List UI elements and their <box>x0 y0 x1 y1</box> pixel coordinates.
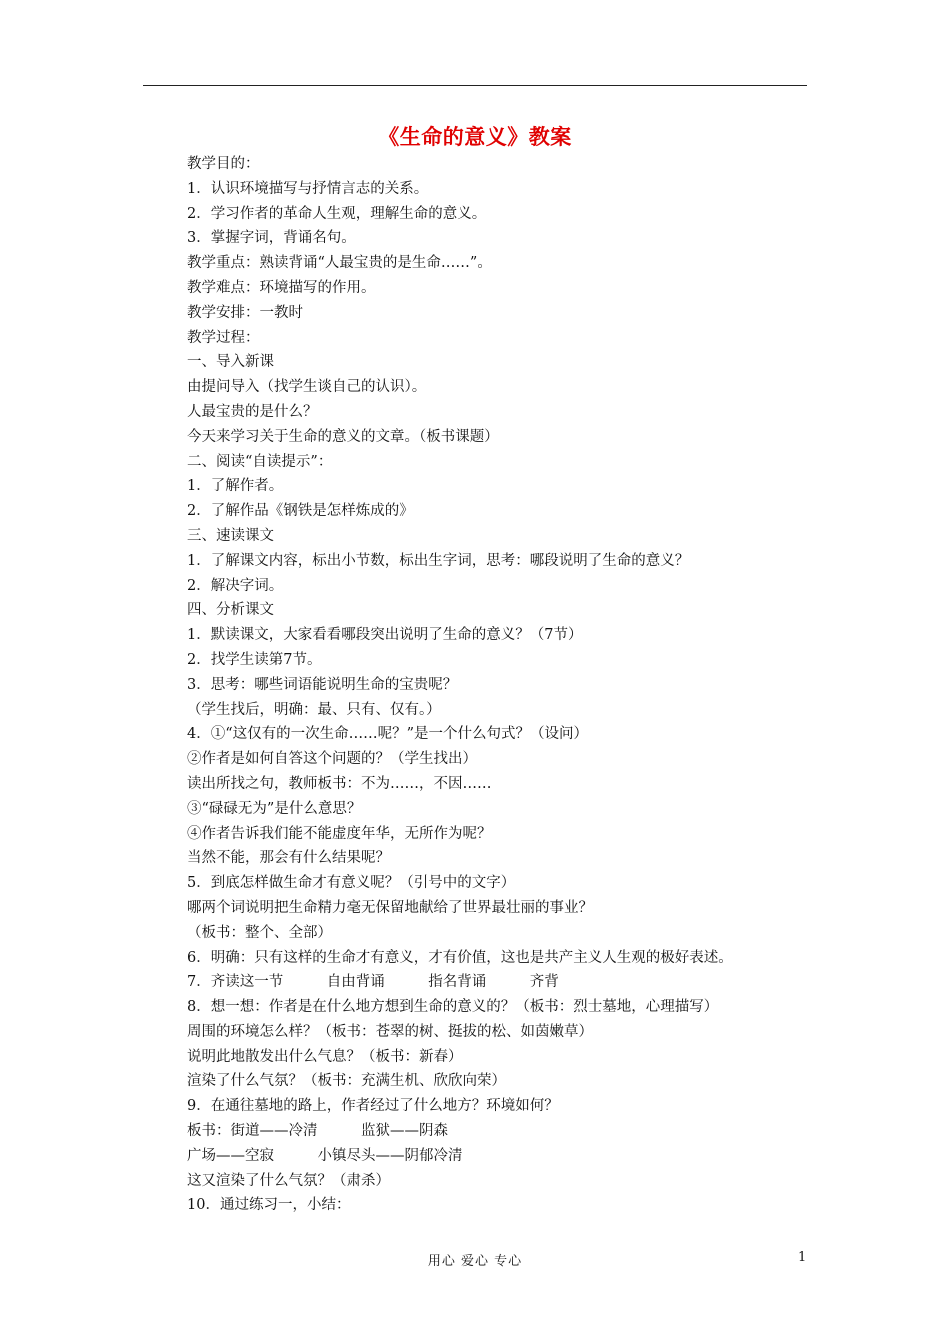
text-line: 一、导入新课 <box>187 354 274 371</box>
text-line: 1．默读课文，大家看看哪段突出说明了生命的意义？（7节） <box>187 627 583 644</box>
text-line: 周围的环境怎么样？（板书：苍翠的树、挺拔的松、如茵嫩草） <box>187 1023 593 1040</box>
document-title: 《生命的意义》教案 <box>378 124 572 149</box>
text-line: 2．学习作者的革命人生观，理解生命的意义。 <box>187 205 487 222</box>
text-line: （板书：整个、全部） <box>187 924 332 941</box>
text-line: 2．找学生读第7节。 <box>187 651 322 668</box>
text-line: 教学难点：环境描写的作用。 <box>187 279 376 296</box>
text-line: 当然不能，那会有什么结果呢？ <box>187 850 390 867</box>
text-line: 教学安排：一教时 <box>187 304 303 321</box>
text-line: 四、分析课文 <box>187 602 274 619</box>
text-line: 2．解决字词。 <box>187 577 284 594</box>
text-line: ④作者告诉我们能不能虚度年华，无所作为呢？ <box>187 825 492 842</box>
text-line: 哪两个词说明把生命精力毫无保留地献给了世界最壮丽的事业？ <box>187 899 593 916</box>
text-line: ②作者是如何自答这个问题的？（学生找出） <box>187 751 477 768</box>
text-line: 3．思考：哪些词语能说明生命的宝贵呢？ <box>187 676 458 693</box>
text-line: 3．掌握字词，背诵名句。 <box>187 230 356 247</box>
text-line: 教学目的： <box>187 156 260 172</box>
text-line: 8．想一想：作者是在什么地方想到生命的意义的？（板书：烈士墓地，心理描写） <box>187 999 719 1016</box>
text-line: 1．了解作者。 <box>187 478 284 495</box>
header-rule <box>143 85 807 86</box>
text-line: 教学重点：熟读背诵“人最宝贵的是生命……”。 <box>187 255 492 272</box>
text-line: 二、阅读“自读提示”： <box>187 453 333 470</box>
page-number: 1 <box>798 1250 807 1265</box>
text-line: 广场——空寂 小镇尽头——阴郁冷清 <box>187 1147 463 1164</box>
text-line: 今天来学习关于生命的意义的文章。（板书课题） <box>187 428 499 445</box>
page-footer: 用心 爱心 专心 <box>427 1254 523 1269</box>
text-line: ③“碌碌无为”是什么意思？ <box>187 800 362 817</box>
text-line: 10．通过练习一，小结： <box>187 1197 351 1214</box>
text-line: 7．齐读这一节 自由背诵 指名背诵 齐背 <box>187 974 559 991</box>
text-line: 说明此地散发出什么气息？（板书：新春） <box>187 1048 463 1065</box>
text-line: 人最宝贵的是什么？ <box>187 403 318 420</box>
text-line: 这又渲染了什么气氛？（肃杀） <box>187 1172 390 1189</box>
text-line: 2．了解作品《钢铁是怎样炼成的》 <box>187 503 414 520</box>
text-line: 三、速读课文 <box>187 527 274 544</box>
text-line: 板书：街道——冷清 监狱——阴森 <box>187 1123 448 1140</box>
text-line: 9．在通往墓地的路上，作者经过了什么地方？环境如何？ <box>187 1098 559 1115</box>
document-body <box>187 152 827 1218</box>
text-line: 教学过程： <box>187 329 260 346</box>
text-line: 1．了解课文内容，标出小节数，标出生字词，思考：哪段说明了生命的意义？ <box>187 552 690 569</box>
text-line: 渲染了什么气氛？（板书：充满生机、欣欣向荣） <box>187 1073 506 1090</box>
text-line: 1．认识环境描写与抒情言志的关系。 <box>187 180 429 197</box>
text-line: 4．①“这仅有的一次生命……呢？”是一个什么句式？（设问） <box>187 726 589 743</box>
text-line: 读出所找之句，教师板书：不为……，不因…… <box>187 775 492 792</box>
text-line: （学生找后，明确：最、只有、仅有。） <box>187 701 441 718</box>
text-line: 5．到底怎样做生命才有意义呢？（引号中的文字） <box>187 875 516 892</box>
text-line: 6．明确：只有这样的生命才有意义，才有价值，这也是共产主义人生观的极好表述。 <box>187 949 733 966</box>
text-line: 由提问导入（找学生谈自己的认识）。 <box>187 379 427 396</box>
